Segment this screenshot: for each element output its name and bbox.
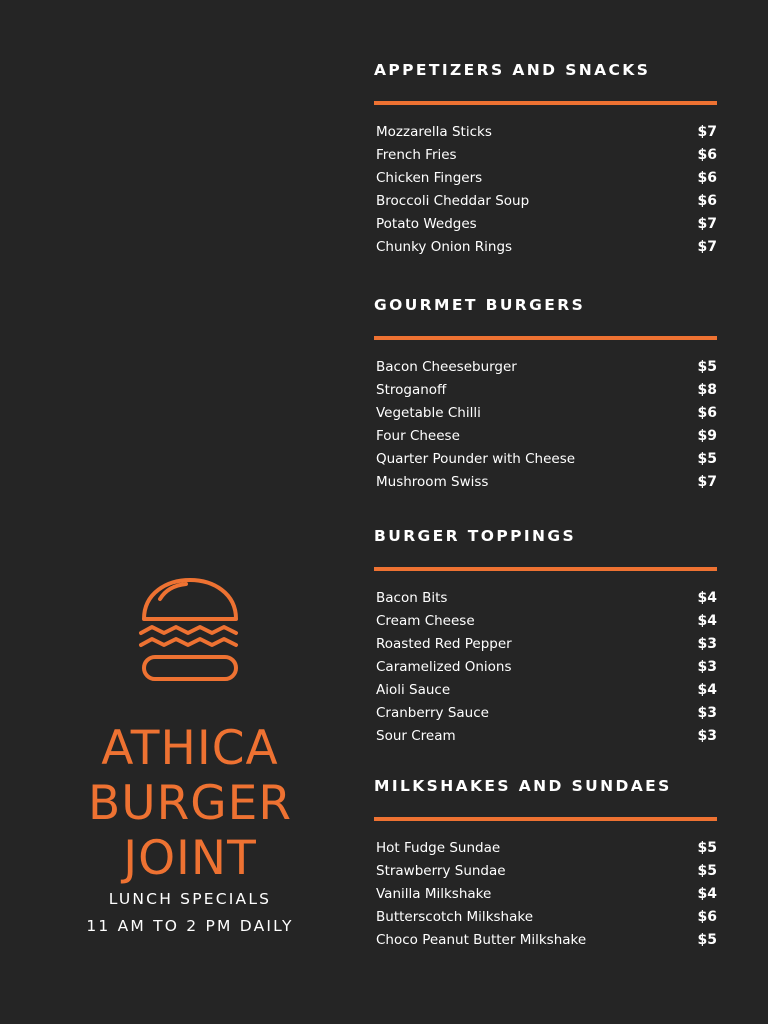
menu-item (374, 678, 717, 701)
item-name: Mushroom Swiss (376, 473, 489, 490)
item-name: Vanilla Milkshake (376, 885, 492, 902)
item-price: $7 (697, 473, 717, 490)
item-name: Mozzarella Sticks (376, 123, 492, 140)
menu-item (374, 470, 717, 493)
section-divider (374, 101, 717, 105)
burger-icon (138, 575, 242, 683)
item-price: $4 (697, 612, 717, 629)
tagline-line: 11 AM TO 2 PM DAILY (86, 917, 294, 935)
restaurant-name-line: JOINT (123, 831, 257, 886)
section-title: APPETIZERS AND SNACKS (374, 61, 651, 79)
menu-item (374, 378, 717, 401)
item-price: $4 (697, 589, 717, 606)
menu-item (374, 882, 717, 905)
item-price: $5 (697, 931, 717, 948)
item-price: $9 (697, 427, 717, 444)
item-name: Bacon Bits (376, 589, 448, 606)
item-price: $5 (697, 839, 717, 856)
item-name: Potato Wedges (376, 215, 477, 232)
item-price: $5 (697, 450, 717, 467)
section-divider (374, 817, 717, 821)
item-name: French Fries (376, 146, 457, 163)
menu-item (374, 355, 717, 378)
item-name: Bacon Cheeseburger (376, 358, 517, 375)
item-price: $6 (697, 404, 717, 421)
item-price: $6 (697, 192, 717, 209)
menu-section-burgers (374, 295, 717, 493)
item-name: Four Cheese (376, 427, 460, 444)
item-price: $4 (697, 681, 717, 698)
item-price: $5 (697, 862, 717, 879)
item-name: Caramelized Onions (376, 658, 512, 675)
item-price: $6 (697, 908, 717, 925)
section-title: MILKSHAKES AND SUNDAES (374, 777, 672, 795)
item-name: Chicken Fingers (376, 169, 483, 186)
menu-item (374, 189, 717, 212)
item-price: $6 (697, 169, 717, 186)
menu-item (374, 859, 717, 882)
restaurant-name-line: ATHICA (101, 721, 279, 776)
item-price: $7 (697, 238, 717, 255)
item-name: Stroganoff (376, 381, 447, 398)
section-divider (374, 336, 717, 340)
item-list (374, 355, 717, 493)
menu-item (374, 632, 717, 655)
item-name: Chunky Onion Rings (376, 238, 513, 255)
item-price: $6 (697, 146, 717, 163)
section-divider (374, 567, 717, 571)
item-name: Quarter Pounder with Cheese (376, 450, 576, 467)
menu-section-toppings (374, 526, 717, 747)
menu-item (374, 401, 717, 424)
item-price: $4 (697, 885, 717, 902)
tagline-line: LUNCH SPECIALS (108, 890, 272, 908)
item-name: Cranberry Sauce (376, 704, 489, 721)
menu-item (374, 836, 717, 859)
item-name: Broccoli Cheddar Soup (376, 192, 530, 209)
item-list (374, 586, 717, 747)
restaurant-name (40, 721, 340, 886)
menu-item (374, 120, 717, 143)
menu-item (374, 166, 717, 189)
item-name: Roasted Red Pepper (376, 635, 512, 652)
menu-item (374, 724, 717, 747)
menu-item (374, 655, 717, 678)
menu-item (374, 143, 717, 166)
tagline (40, 886, 340, 940)
item-name: Sour Cream (376, 727, 456, 744)
item-name: Cream Cheese (376, 612, 475, 629)
restaurant-name-line: BURGER (87, 776, 293, 831)
menu-item (374, 701, 717, 724)
item-price: $7 (697, 123, 717, 140)
menu-section-appetizers (374, 60, 717, 258)
menu-item (374, 447, 717, 470)
menu-section-milkshakes (374, 776, 717, 951)
item-price: $3 (697, 704, 717, 721)
brand-block (40, 575, 340, 940)
item-list (374, 836, 717, 951)
item-name: Choco Peanut Butter Milkshake (376, 931, 587, 948)
item-price: $3 (697, 727, 717, 744)
menu-item (374, 424, 717, 447)
item-name: Hot Fudge Sundae (376, 839, 501, 856)
menu-item (374, 905, 717, 928)
item-name: Strawberry Sundae (376, 862, 506, 879)
item-price: $3 (697, 635, 717, 652)
item-name: Aioli Sauce (376, 681, 451, 698)
item-list (374, 120, 717, 258)
item-name: Vegetable Chilli (376, 404, 481, 421)
item-price: $7 (697, 215, 717, 232)
menu-item (374, 928, 717, 951)
item-price: $3 (697, 658, 717, 675)
item-name: Butterscotch Milkshake (376, 908, 534, 925)
menu-item (374, 212, 717, 235)
section-title: BURGER TOPPINGS (374, 527, 577, 545)
item-price: $5 (697, 358, 717, 375)
menu-item (374, 586, 717, 609)
item-price: $8 (697, 381, 717, 398)
menu-item (374, 609, 717, 632)
section-title: GOURMET BURGERS (374, 296, 586, 314)
menu-item (374, 235, 717, 258)
